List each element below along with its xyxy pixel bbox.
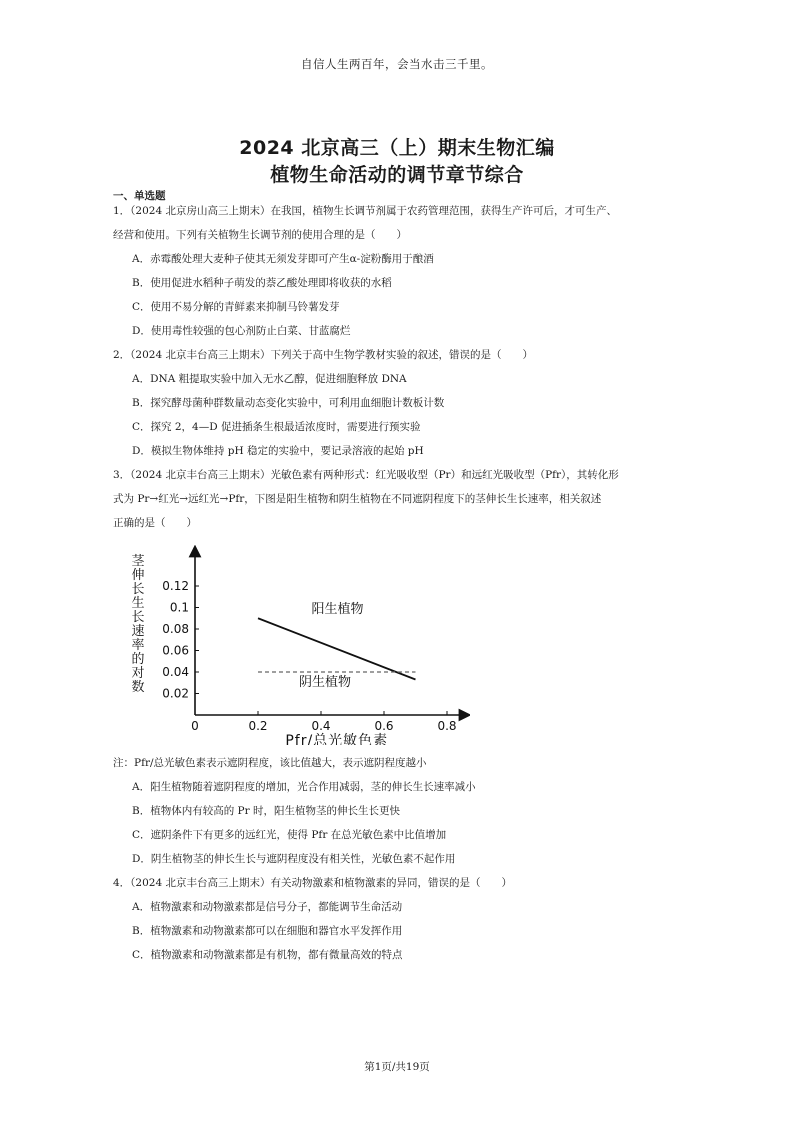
y-axis-label-char: 对 — [131, 666, 145, 681]
question-1-option-d: D．使用毒性较强的包心剂防止白菜、甘蓝腐烂 — [132, 325, 351, 337]
y-tick-label: 0.12 — [162, 579, 189, 593]
question-2-stem-line-1: 2．（2024 北京丰台高三上期末）下列关于高中生物学教材实验的叙述，错误的是（ ） — [113, 349, 533, 361]
series-line-1 — [258, 618, 416, 679]
question-4-option-c: C．植物激素和动物激素都是有机物，都有微量高效的特点 — [132, 949, 403, 961]
y-tick-label: 0.1 — [169, 600, 189, 615]
question-2-option-d: D．模拟生物体维持 pH 稳定的实验中，要记录溶液的起始 pH — [132, 445, 424, 457]
question-3-stem-line-3: 正确的是（ ） — [113, 517, 197, 529]
question-2-option-c: C．探究 2，4—D 促进插条生根最适浓度时，需要进行预实验 — [132, 421, 421, 433]
question-1-option-a: A．赤霉酸处理大麦种子使其无须发芽即可产生α-淀粉酶用于酿酒 — [132, 253, 434, 265]
y-axis-label-char: 长 — [131, 610, 145, 625]
question-2-option-b: B．探究酵母菌种群数量动态变化实验中，可利用血细胞计数板计数 — [132, 397, 445, 409]
x-tick-label: 0.8 — [437, 719, 457, 733]
y-tick-label: 0.06 — [162, 643, 189, 658]
section-label: 一、单选题 — [113, 190, 166, 202]
y-axis-label-char: 的 — [131, 652, 145, 667]
y-axis-label-char: 生 — [131, 596, 145, 611]
x-tick-label: 0.2 — [248, 719, 268, 733]
question-3-option-b: B．植物体内有较高的 Pr 时，阳生植物茎的伸长生长更快 — [132, 805, 400, 817]
question-3-stem-line-2: 式为 Pr→红光→远红光→Pfr，下图是阳生植物和阴生植物在不同遮阴程度下的茎伸长生长速率，相关叙述 — [113, 493, 602, 505]
y-axis-label-char: 速 — [131, 624, 145, 639]
question-3-option-d: D．阴生植物茎的伸长生长与遮阴程度没有相关性，光敏色素不起作用 — [132, 853, 456, 865]
question-4-option-b: B．植物激素和动物激素都可以在细胞和器官水平发挥作用 — [132, 925, 403, 937]
chart-svg — [120, 545, 470, 745]
y-tick-label: 0.02 — [162, 686, 189, 701]
question-1-stem-line-2: 经营和使用。下列有关植物生长调节剂的使用合理的是（ ） — [113, 229, 407, 241]
y-axis-label-char: 数 — [131, 680, 145, 695]
growth-rate-chart — [120, 545, 470, 745]
y-axis-label-char: 长 — [131, 582, 145, 597]
x-tick-label: 0.6 — [374, 719, 394, 733]
document-title: 2024 北京高三（上）期末生物汇编 — [239, 137, 555, 159]
question-1-option-b: B．使用促进水稻种子萌发的萘乙酸处理即将收获的水稻 — [132, 277, 392, 289]
series-label-sun-plant: 阳生植物 — [311, 601, 364, 617]
question-3-option-c: C．遮阴条件下有更多的远红光，使得 Pfr 在总光敏色素中比值增加 — [132, 829, 447, 841]
question-4-option-a: A．植物激素和动物激素都是信号分子，都能调节生命活动 — [132, 901, 403, 913]
header-motto: 自信人生两百年，会当水击三千里。 — [301, 57, 493, 71]
y-tick-label: 0.08 — [162, 622, 189, 636]
question-3-option-a: A．阳生植物随着遮阴程度的增加，光合作用减弱，茎的伸长生长速率减小 — [132, 781, 476, 793]
page-footer: 第1页/共19页 — [364, 1061, 430, 1073]
question-3-note: 注：Pfr/总光敏色素表示遮阴程度，该比值越大，表示遮阴程度越小 — [113, 757, 427, 769]
series-label-shade-plant: 阴生植物 — [298, 674, 351, 690]
y-axis-label-char: 伸 — [131, 568, 145, 583]
x-tick-label: 0 — [191, 719, 199, 733]
document-subtitle: 植物生命活动的调节章节综合 — [270, 164, 524, 186]
question-3-stem-line-1: 3．（2024 北京丰台高三上期末）光敏色素有两种形式：红光吸收型（Pr）和远红光吸收型（Pfr），其转化形 — [113, 469, 619, 481]
question-1-option-c: C．使用不易分解的青鲜素来抑制马铃薯发芽 — [132, 301, 340, 313]
question-2-option-a: A．DNA 粗提取实验中加入无水乙醇，促进细胞释放 DNA — [132, 373, 407, 385]
x-tick-label: 0.4 — [311, 719, 331, 733]
y-axis-label-char: 率 — [131, 638, 145, 653]
x-axis-label: Pfr/总光敏色素 — [285, 733, 389, 745]
question-4-stem-line-1: 4．（2024 北京丰台高三上期末）有关动物激素和植物激素的异同，错误的是（ ） — [113, 877, 512, 889]
y-axis-label-char: 茎 — [131, 554, 145, 569]
question-1-stem-line-1: 1．（2024 北京房山高三上期末）在我国，植物生长调节剂属于农药管理范围，获得生产许可后，才可生产、 — [113, 205, 617, 217]
y-tick-label: 0.04 — [162, 665, 189, 679]
